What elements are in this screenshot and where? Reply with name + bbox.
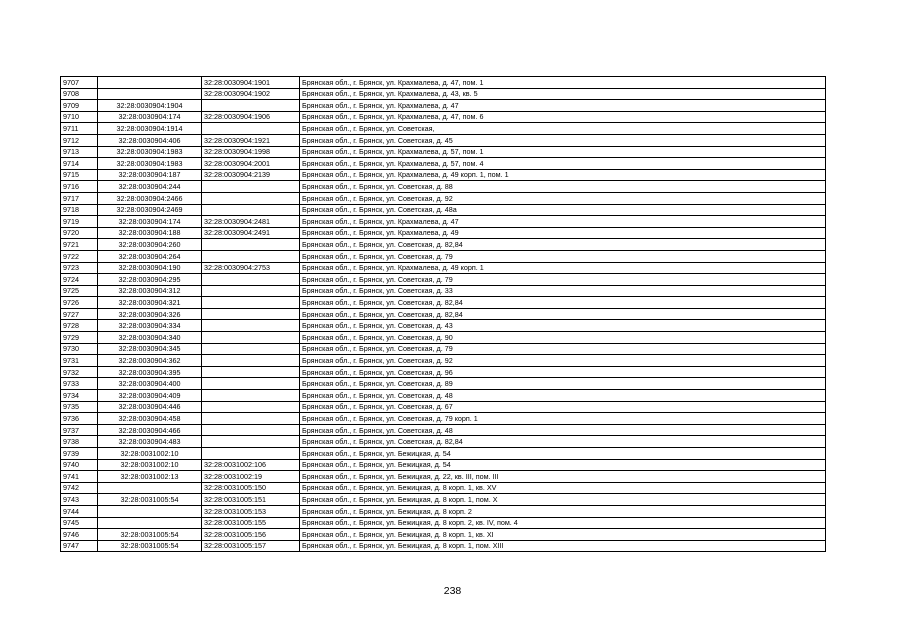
table-row <box>61 482 826 494</box>
cadastral-number-cell: 32:28:0030904:362 <box>98 355 202 367</box>
table-row <box>61 366 826 378</box>
table-row <box>61 77 826 89</box>
cadastral-number-cell: 32:28:0031002:13 <box>98 471 202 483</box>
cadastral-subnumber-cell <box>202 285 300 297</box>
table-row <box>61 146 826 158</box>
cadastral-subnumber-cell <box>202 413 300 425</box>
cadastral-number-cell: 32:28:0030904:395 <box>98 366 202 378</box>
address-cell: Брянская обл., г. Брянск, ул. Советская, д. 33 <box>300 285 826 297</box>
cadastral-number-cell: 32:28:0030904:1914 <box>98 123 202 135</box>
address-cell: Брянская обл., г. Брянск, ул. Крахмалева, д. 57, пом. 1 <box>300 146 826 158</box>
row-number-cell: 9741 <box>61 471 98 483</box>
cadastral-subnumber-cell <box>202 378 300 390</box>
cadastral-subnumber-cell: 32:28:0030904:1921 <box>202 134 300 146</box>
row-number-cell: 9714 <box>61 158 98 170</box>
table-row <box>61 262 826 274</box>
registry-table-body <box>61 77 826 552</box>
cadastral-number-cell: 32:28:0030904:244 <box>98 181 202 193</box>
address-cell: Брянская обл., г. Брянск, ул. Бежицкая, д. 8 корп. 2 <box>300 505 826 517</box>
cadastral-subnumber-cell <box>202 390 300 402</box>
table-row <box>61 459 826 471</box>
cadastral-number-cell <box>98 517 202 529</box>
address-cell: Брянская обл., г. Брянск, ул. Советская, д. 48а <box>300 204 826 216</box>
cadastral-number-cell <box>98 482 202 494</box>
cadastral-number-cell: 32:28:0030904:340 <box>98 332 202 344</box>
table-row <box>61 192 826 204</box>
address-cell: Брянская обл., г. Брянск, ул. Советская, д. 79 <box>300 274 826 286</box>
cadastral-number-cell: 32:28:0030904:187 <box>98 169 202 181</box>
row-number-cell: 9732 <box>61 366 98 378</box>
table-row <box>61 181 826 193</box>
address-cell: Брянская обл., г. Брянск, ул. Советская, д. 82,84 <box>300 297 826 309</box>
cadastral-subnumber-cell <box>202 297 300 309</box>
table-row <box>61 239 826 251</box>
row-number-cell: 9709 <box>61 100 98 112</box>
cadastral-number-cell <box>98 505 202 517</box>
cadastral-number-cell: 32:28:0030904:321 <box>98 297 202 309</box>
cadastral-number-cell: 32:28:0030904:406 <box>98 134 202 146</box>
address-cell: Брянская обл., г. Брянск, ул. Бежицкая, д. 8 корп. 1, кв. XI <box>300 529 826 541</box>
address-cell: Брянская обл., г. Брянск, ул. Бежицкая, д. 8 корп. 1, пом. XIII <box>300 540 826 552</box>
table-row <box>61 227 826 239</box>
table-row <box>61 401 826 413</box>
cadastral-subnumber-cell <box>202 181 300 193</box>
address-cell: Брянская обл., г. Брянск, ул. Крахмалева, д. 49 корп. 1 <box>300 262 826 274</box>
cadastral-subnumber-cell <box>202 343 300 355</box>
cadastral-subnumber-cell: 32:28:0031005:156 <box>202 529 300 541</box>
row-number-cell: 9724 <box>61 274 98 286</box>
cadastral-subnumber-cell: 32:28:0030904:2491 <box>202 227 300 239</box>
table-row <box>61 250 826 262</box>
table-row <box>61 448 826 460</box>
table-row <box>61 320 826 332</box>
row-number-cell: 9728 <box>61 320 98 332</box>
cadastral-number-cell: 32:28:0030904:345 <box>98 343 202 355</box>
table-row <box>61 285 826 297</box>
cadastral-number-cell: 32:28:0030904:295 <box>98 274 202 286</box>
table-row <box>61 494 826 506</box>
row-number-cell: 9727 <box>61 308 98 320</box>
row-number-cell: 9745 <box>61 517 98 529</box>
table-row <box>61 471 826 483</box>
address-cell: Брянская обл., г. Брянск, ул. Бежицкая, д. 8 корп. 2, кв. IV, пом. 4 <box>300 517 826 529</box>
cadastral-number-cell: 32:28:0030904:446 <box>98 401 202 413</box>
cadastral-number-cell: 32:28:0030904:466 <box>98 424 202 436</box>
table-row <box>61 540 826 552</box>
table-row <box>61 529 826 541</box>
cadastral-subnumber-cell: 32:28:0031005:155 <box>202 517 300 529</box>
row-number-cell: 9733 <box>61 378 98 390</box>
cadastral-number-cell: 32:28:0031002:10 <box>98 459 202 471</box>
cadastral-subnumber-cell <box>202 100 300 112</box>
row-number-cell: 9735 <box>61 401 98 413</box>
row-number-cell: 9718 <box>61 204 98 216</box>
table-row <box>61 297 826 309</box>
address-cell: Брянская обл., г. Брянск, ул. Крахмалева, д. 47 <box>300 100 826 112</box>
address-cell: Брянская обл., г. Брянск, ул. Советская, д. 82,84 <box>300 436 826 448</box>
table-row <box>61 505 826 517</box>
address-cell: Брянская обл., г. Брянск, ул. Советская, д. 45 <box>300 134 826 146</box>
address-cell: Брянская обл., г. Брянск, ул. Советская, <box>300 123 826 135</box>
table-row <box>61 355 826 367</box>
cadastral-number-cell: 32:28:0030904:188 <box>98 227 202 239</box>
address-cell: Брянская обл., г. Брянск, ул. Советская, д. 43 <box>300 320 826 332</box>
cadastral-subnumber-cell: 32:28:0031002:106 <box>202 459 300 471</box>
address-cell: Брянская обл., г. Брянск, ул. Крахмалева, д. 47, пом. 6 <box>300 111 826 123</box>
cadastral-number-cell: 32:28:0030904:1904 <box>98 100 202 112</box>
cadastral-number-cell: 32:28:0030904:1983 <box>98 146 202 158</box>
page-number: 238 <box>443 585 462 597</box>
row-number-cell: 9710 <box>61 111 98 123</box>
cadastral-number-cell <box>98 88 202 100</box>
row-number-cell: 9743 <box>61 494 98 506</box>
address-cell: Брянская обл., г. Брянск, ул. Крахмалева, д. 47, пом. 1 <box>300 77 826 89</box>
cadastral-subnumber-cell <box>202 250 300 262</box>
row-number-cell: 9742 <box>61 482 98 494</box>
cadastral-subnumber-cell <box>202 308 300 320</box>
table-row <box>61 390 826 402</box>
cadastral-subnumber-cell: 32:28:0030904:1901 <box>202 77 300 89</box>
cadastral-number-cell: 32:28:0030904:1983 <box>98 158 202 170</box>
address-cell: Брянская обл., г. Брянск, ул. Советская, д. 88 <box>300 181 826 193</box>
address-cell: Брянская обл., г. Брянск, ул. Бежицкая, д. 54 <box>300 448 826 460</box>
cadastral-subnumber-cell: 32:28:0030904:1906 <box>202 111 300 123</box>
cadastral-number-cell: 32:28:0030904:264 <box>98 250 202 262</box>
cadastral-number-cell: 32:28:0030904:312 <box>98 285 202 297</box>
address-cell: Брянская обл., г. Брянск, ул. Советская, д. 92 <box>300 192 826 204</box>
cadastral-subnumber-cell <box>202 204 300 216</box>
cadastral-number-cell <box>98 77 202 89</box>
cadastral-subnumber-cell: 32:28:0031005:153 <box>202 505 300 517</box>
row-number-cell: 9740 <box>61 459 98 471</box>
row-number-cell: 9739 <box>61 448 98 460</box>
cadastral-subnumber-cell <box>202 123 300 135</box>
table-row <box>61 111 826 123</box>
row-number-cell: 9711 <box>61 123 98 135</box>
address-cell: Брянская обл., г. Брянск, ул. Советская, д. 90 <box>300 332 826 344</box>
table-row <box>61 517 826 529</box>
cadastral-number-cell: 32:28:0030904:409 <box>98 390 202 402</box>
address-cell: Брянская обл., г. Брянск, ул. Советская, д. 79 корп. 1 <box>300 413 826 425</box>
row-number-cell: 9746 <box>61 529 98 541</box>
cadastral-subnumber-cell: 32:28:0031005:150 <box>202 482 300 494</box>
row-number-cell: 9730 <box>61 343 98 355</box>
cadastral-subnumber-cell <box>202 274 300 286</box>
cadastral-subnumber-cell <box>202 448 300 460</box>
table-row <box>61 158 826 170</box>
cadastral-subnumber-cell <box>202 401 300 413</box>
row-number-cell: 9736 <box>61 413 98 425</box>
address-cell: Брянская обл., г. Брянск, ул. Советская, д. 89 <box>300 378 826 390</box>
cadastral-number-cell: 32:28:0030904:326 <box>98 308 202 320</box>
cadastral-subnumber-cell: 32:28:0030904:2001 <box>202 158 300 170</box>
cadastral-subnumber-cell: 32:28:0030904:2481 <box>202 216 300 228</box>
table-row <box>61 378 826 390</box>
table-row <box>61 274 826 286</box>
row-number-cell: 9715 <box>61 169 98 181</box>
cadastral-subnumber-cell <box>202 239 300 251</box>
property-registry-table <box>60 76 826 552</box>
table-row <box>61 413 826 425</box>
address-cell: Брянская обл., г. Брянск, ул. Бежицкая, д. 8 корп. 1, пом. X <box>300 494 826 506</box>
address-cell: Брянская обл., г. Брянск, ул. Крахмалева, д. 49 <box>300 227 826 239</box>
cadastral-number-cell: 32:28:0030904:2466 <box>98 192 202 204</box>
cadastral-number-cell: 32:28:0030904:458 <box>98 413 202 425</box>
table-row <box>61 436 826 448</box>
row-number-cell: 9707 <box>61 77 98 89</box>
cadastral-subnumber-cell <box>202 332 300 344</box>
row-number-cell: 9731 <box>61 355 98 367</box>
row-number-cell: 9708 <box>61 88 98 100</box>
address-cell: Брянская обл., г. Брянск, ул. Крахмалева, д. 47 <box>300 216 826 228</box>
cadastral-subnumber-cell <box>202 355 300 367</box>
address-cell: Брянская обл., г. Брянск, ул. Советская, д. 82,84 <box>300 239 826 251</box>
cadastral-number-cell: 32:28:0031005:54 <box>98 540 202 552</box>
cadastral-number-cell: 32:28:0031005:54 <box>98 494 202 506</box>
table-row <box>61 134 826 146</box>
cadastral-number-cell: 32:28:0031005:54 <box>98 529 202 541</box>
cadastral-subnumber-cell: 32:28:0031005:157 <box>202 540 300 552</box>
row-number-cell: 9717 <box>61 192 98 204</box>
address-cell: Брянская обл., г. Брянск, ул. Крахмалева, д. 43, кв. 5 <box>300 88 826 100</box>
cadastral-subnumber-cell: 32:28:0031005:151 <box>202 494 300 506</box>
table-row <box>61 123 826 135</box>
row-number-cell: 9723 <box>61 262 98 274</box>
cadastral-subnumber-cell <box>202 366 300 378</box>
row-number-cell: 9747 <box>61 540 98 552</box>
cadastral-number-cell: 32:28:0030904:2469 <box>98 204 202 216</box>
row-number-cell: 9720 <box>61 227 98 239</box>
address-cell: Брянская обл., г. Брянск, ул. Советская, д. 67 <box>300 401 826 413</box>
table-row <box>61 169 826 181</box>
row-number-cell: 9722 <box>61 250 98 262</box>
address-cell: Брянская обл., г. Брянск, ул. Советская, д. 92 <box>300 355 826 367</box>
address-cell: Брянская обл., г. Брянск, ул. Советская, д. 79 <box>300 250 826 262</box>
row-number-cell: 9712 <box>61 134 98 146</box>
address-cell: Брянская обл., г. Брянск, ул. Бежицкая, д. 54 <box>300 459 826 471</box>
cadastral-subnumber-cell <box>202 192 300 204</box>
address-cell: Брянская обл., г. Брянск, ул. Советская, д. 48 <box>300 424 826 436</box>
row-number-cell: 9719 <box>61 216 98 228</box>
cadastral-subnumber-cell <box>202 436 300 448</box>
row-number-cell: 9716 <box>61 181 98 193</box>
cadastral-subnumber-cell <box>202 320 300 332</box>
table-row <box>61 332 826 344</box>
cadastral-number-cell: 32:28:0030904:400 <box>98 378 202 390</box>
cadastral-number-cell: 32:28:0030904:334 <box>98 320 202 332</box>
cadastral-subnumber-cell: 32:28:0030904:1998 <box>202 146 300 158</box>
address-cell: Брянская обл., г. Брянск, ул. Крахмалева, д. 49 корп. 1, пом. 1 <box>300 169 826 181</box>
address-cell: Брянская обл., г. Брянск, ул. Советская, д. 82,84 <box>300 308 826 320</box>
table-row <box>61 424 826 436</box>
address-cell: Брянская обл., г. Брянск, ул. Бежицкая, д. 22, кв. III, пом. III <box>300 471 826 483</box>
cadastral-number-cell: 32:28:0030904:260 <box>98 239 202 251</box>
table-row <box>61 100 826 112</box>
address-cell: Брянская обл., г. Брянск, ул. Советская, д. 96 <box>300 366 826 378</box>
address-cell: Брянская обл., г. Брянск, ул. Крахмалева, д. 57, пом. 4 <box>300 158 826 170</box>
address-cell: Брянская обл., г. Брянск, ул. Бежицкая, д. 8 корп. 1, кв. XV <box>300 482 826 494</box>
address-cell: Брянская обл., г. Брянск, ул. Советская, д. 79 <box>300 343 826 355</box>
cadastral-subnumber-cell: 32:28:0030904:2139 <box>202 169 300 181</box>
table-row <box>61 308 826 320</box>
cadastral-number-cell: 32:28:0030904:174 <box>98 111 202 123</box>
cadastral-number-cell: 32:28:0030904:190 <box>98 262 202 274</box>
row-number-cell: 9713 <box>61 146 98 158</box>
row-number-cell: 9725 <box>61 285 98 297</box>
row-number-cell: 9738 <box>61 436 98 448</box>
table-row <box>61 216 826 228</box>
cadastral-subnumber-cell: 32:28:0031002:19 <box>202 471 300 483</box>
row-number-cell: 9744 <box>61 505 98 517</box>
cadastral-number-cell: 32:28:0030904:483 <box>98 436 202 448</box>
row-number-cell: 9734 <box>61 390 98 402</box>
row-number-cell: 9729 <box>61 332 98 344</box>
cadastral-subnumber-cell <box>202 424 300 436</box>
cadastral-number-cell: 32:28:0031002:10 <box>98 448 202 460</box>
cadastral-subnumber-cell: 32:28:0030904:2753 <box>202 262 300 274</box>
table-row <box>61 343 826 355</box>
row-number-cell: 9721 <box>61 239 98 251</box>
row-number-cell: 9726 <box>61 297 98 309</box>
cadastral-subnumber-cell: 32:28:0030904:1902 <box>202 88 300 100</box>
address-cell: Брянская обл., г. Брянск, ул. Советская, д. 48 <box>300 390 826 402</box>
table-row <box>61 204 826 216</box>
table-row <box>61 88 826 100</box>
cadastral-number-cell: 32:28:0030904:174 <box>98 216 202 228</box>
row-number-cell: 9737 <box>61 424 98 436</box>
